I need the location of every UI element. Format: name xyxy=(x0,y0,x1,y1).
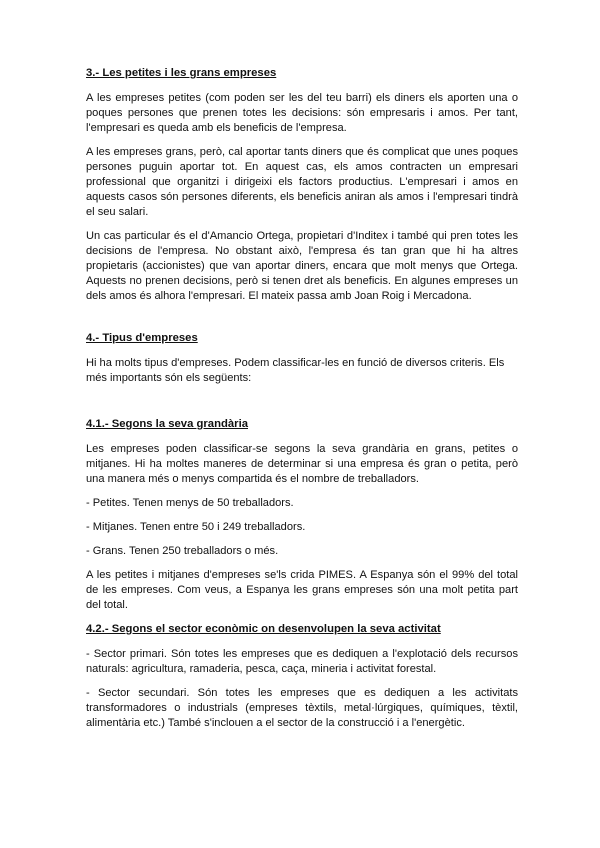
spacer xyxy=(86,313,518,331)
section-4-heading: 4.- Tipus d'empreses xyxy=(86,332,198,344)
section-4-1-heading: 4.1.- Segons la seva grandària xyxy=(86,418,248,430)
section-3-paragraph-3: Un cas particular és el d'Amancio Ortega, propietari d'Inditex i també qui pren totes les decisions de l'empresa. No obstant això, l'empresa és tan gran que hi ha altres propietaris (accionistes) que van aportar diners, encara que molt menys que Ortega. Aquests no prenen decisions, però si tenen dret als beneficis. En algunes empreses un dels amos és alhora l'empresari. El mateix passa amb Joan Roig i Mercadona. xyxy=(86,230,518,302)
section-4-paragraph: Hi ha molts tipus d'empreses. Podem classificar-les en funció de diversos criteris. Els més importants són els següents: xyxy=(86,357,505,384)
section-3-paragraph-1: A les empreses petites (com poden ser les del teu barri) els diners els aporten una o poques persones que prenen totes les decisions: són empresaris i amos. Per tant, l'empresari es queda amb els beneficis de l'empresa. xyxy=(86,92,518,134)
section-3-heading: 3.- Les petites i les grans empreses xyxy=(86,67,277,79)
section-4-2-heading: 4.2.- Segons el sector econòmic on desenvolupen la seva activitat xyxy=(86,623,441,635)
sector-item-secondary: - Sector secundari. Són totes les empreses que es dediquen a les activitats transformadores o industrials (empreses tèxtils, metal·lúrgiques, químiques, tèxtil, alimentària etc.) També s'inclouen a el sector de la construcció i a l'energètic. xyxy=(86,687,518,729)
section-4-1-closing: A les petites i mitjanes d'empreses se'ls crida PIMES. A Espanya són el 99% del total de les empreses. Com veus, a Espanya les grans empreses són una molt petita part del total. xyxy=(86,569,518,611)
spacer xyxy=(86,395,518,417)
size-item-medium: - Mitjanes. Tenen entre 50 i 249 treballadors. xyxy=(86,521,306,533)
section-3-paragraph-2: A les empreses grans, però, cal aportar tants diners que és complicat que unes poques persones puguin aportar tot. En aquest cas, els amos contracten un empresari professional que organitzi i dirigeixi els factors productius. L'empresari i amos en aquests casos són persones diferents, els beneficis aniran als amos i l'empresari tindrà el seu salari. xyxy=(86,146,518,218)
document-body xyxy=(86,66,518,740)
section-4-1-intro: Les empreses poden classificar-se segons la seva grandària en grans, petites o mitjanes. Hi ha moltes maneres de determinar si una empresa és gran o petita, però una manera més o menys compartida és el nombre de treballadors. xyxy=(86,443,518,485)
sector-item-primary: - Sector primari. Són totes les empreses que es dediquen a l'explotació dels recursos naturals: agricultura, ramaderia, pesca, caça, mineria i activitat forestal. xyxy=(86,648,518,675)
size-item-small: - Petites. Tenen menys de 50 treballadors. xyxy=(86,497,294,509)
size-item-large: - Grans. Tenen 250 treballadors o més. xyxy=(86,545,279,557)
